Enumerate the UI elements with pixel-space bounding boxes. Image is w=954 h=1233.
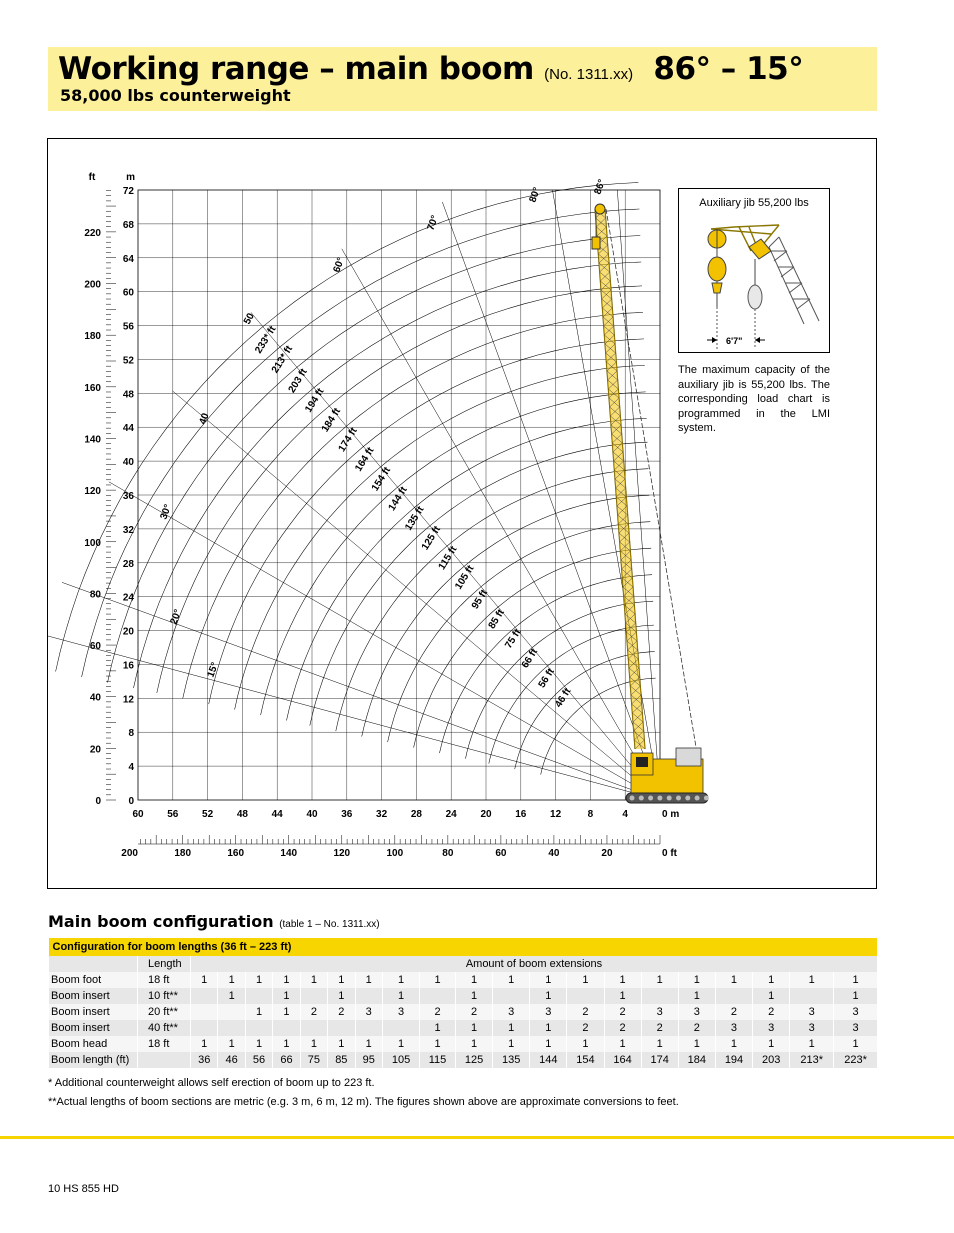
crawler-roller [630, 796, 635, 801]
config-cell [355, 988, 382, 1004]
config-cell [245, 1020, 272, 1036]
auxiliary-jib-illustration [679, 189, 829, 352]
config-cell: 1 [604, 988, 641, 1004]
config-cell: 66 [273, 1052, 300, 1068]
config-cell: 3 [382, 1004, 419, 1020]
config-cell: 1 [273, 988, 300, 1004]
config-row [49, 972, 878, 988]
boom-length-label: 154 ft [369, 465, 394, 494]
config-row-length [138, 1052, 191, 1068]
footnote-counterweight: * Additional counterweight allows self erection of boom up to 223 ft. [48, 1077, 375, 1089]
title-main: Working range – main boom [58, 51, 534, 87]
config-cell [218, 1004, 245, 1020]
config-row-length: 20 ft** [138, 1004, 191, 1020]
y-tick-m: 8 [128, 728, 134, 740]
config-cell: 1 [455, 988, 492, 1004]
config-cell: 1 [420, 972, 456, 988]
config-cell: 1 [273, 1004, 300, 1020]
x-tick-m: 28 [410, 809, 422, 820]
config-cell [641, 988, 678, 1004]
config-row-length: 18 ft [138, 972, 191, 988]
x-tick-ft: 180 [174, 848, 192, 859]
config-row-name: Boom foot [49, 972, 138, 988]
x-tick-m: 36 [341, 809, 353, 820]
y-tick-ft: 20 [89, 744, 101, 756]
y-tick-ft: 80 [89, 589, 101, 601]
boom-length-label: 135 ft [403, 504, 427, 533]
y-tick-m: 36 [122, 491, 134, 502]
y-tick-m: 64 [122, 253, 134, 265]
config-cell: 184 [678, 1052, 715, 1068]
x-tick-ft: 20 [601, 848, 613, 859]
config-cell: 1 [273, 1036, 300, 1052]
y-tick-m: 40 [122, 457, 134, 469]
y-tick-m: 28 [122, 558, 134, 570]
x-tick-m: 52 [202, 809, 214, 820]
config-cell: 1 [455, 972, 492, 988]
config-cell: 46 [218, 1052, 245, 1068]
config-cell: 1 [455, 1036, 492, 1052]
config-cell: 135 [493, 1052, 530, 1068]
x-tick-m: 16 [515, 809, 527, 820]
config-cell: 1 [245, 1036, 272, 1052]
y-tick-ft: 140 [84, 434, 101, 446]
crawler-roller [648, 796, 653, 801]
config-cell: 1 [328, 1036, 355, 1052]
config-cell [493, 988, 530, 1004]
x-tick-m: 12 [550, 809, 562, 820]
config-cell: 2 [753, 1004, 790, 1020]
config-row [49, 1052, 878, 1068]
config-cell: 1 [328, 988, 355, 1004]
counterweight [676, 748, 701, 766]
config-row [49, 1036, 878, 1052]
config-row [49, 1004, 878, 1020]
config-cell: 1 [355, 972, 382, 988]
x-tick-m: 24 [445, 809, 457, 820]
config-cell [790, 988, 834, 1004]
config-cell: 2 [715, 1004, 752, 1020]
config-cell: 1 [678, 988, 715, 1004]
config-row-name: Boom length (ft) [49, 1052, 138, 1068]
config-length-header: Length [138, 956, 191, 972]
y-tick-ft: 0 [95, 796, 101, 807]
x-tick-ft: 160 [227, 848, 245, 859]
boom-length-label: 125 ft [419, 524, 444, 553]
config-cell: 95 [355, 1052, 382, 1068]
y-tick-m: 44 [122, 423, 134, 435]
y-tick-ft: 200 [84, 279, 101, 291]
config-cell: 3 [493, 1004, 530, 1020]
boom-length-label: 115 ft [436, 544, 460, 572]
y-tick-ft: 220 [84, 227, 101, 239]
y-tick-ft: 180 [84, 331, 101, 343]
config-cell [245, 988, 272, 1004]
x-unit-m: 0 m [662, 809, 680, 820]
config-cell: 2 [567, 1020, 604, 1036]
config-cell: 3 [790, 1004, 834, 1020]
config-ref: (table 1 – No. 1311.xx) [279, 919, 380, 930]
config-cell: 1 [273, 972, 300, 988]
config-cell: 2 [455, 1004, 492, 1020]
config-cell: 1 [834, 972, 877, 988]
boom-length-label: 75 ft [503, 627, 524, 651]
x-tick-m: 4 [622, 809, 628, 820]
config-cell: 1 [218, 972, 245, 988]
config-cell: 2 [300, 1004, 327, 1020]
y-unit-ft: ft [88, 172, 96, 183]
config-cell: 223* [834, 1052, 877, 1068]
y-tick-m: 52 [122, 355, 134, 367]
angle-line [48, 635, 660, 800]
config-cell: 36 [191, 1052, 218, 1068]
page-title [58, 51, 803, 87]
config-cell: 194 [715, 1052, 752, 1068]
config-row-name: Boom insert [49, 1020, 138, 1036]
config-cell: 2 [567, 1004, 604, 1020]
config-cell: 1 [604, 972, 641, 988]
config-cell [328, 1020, 355, 1036]
config-cell [191, 1020, 218, 1036]
config-cell: 3 [834, 1020, 877, 1036]
config-cell: 75 [300, 1052, 327, 1068]
config-blank-header [49, 956, 138, 972]
config-cell: 125 [455, 1052, 492, 1068]
config-cell: 1 [567, 1036, 604, 1052]
x-tick-ft: 200 [121, 848, 138, 859]
y-tick-m: 32 [122, 524, 134, 536]
angle-line [109, 482, 660, 800]
angle-label: 20° [168, 608, 184, 627]
config-cell: 3 [355, 1004, 382, 1020]
config-section-title [48, 912, 380, 931]
config-cell: 213* [790, 1052, 834, 1068]
boom-length-label: 203 ft [286, 366, 310, 395]
config-cell: 105 [382, 1052, 419, 1068]
boom-configuration-table [48, 938, 877, 1068]
y-tick-m: 24 [122, 592, 134, 604]
angle-label: 30° [158, 503, 174, 522]
config-cell: 1 [355, 1036, 382, 1052]
crawler-roller [685, 796, 690, 801]
x-tick-m: 60 [132, 809, 144, 820]
config-cell: 1 [382, 1036, 419, 1052]
config-cell: 1 [678, 1036, 715, 1052]
config-cell [382, 1020, 419, 1036]
config-row-name: Boom insert [49, 988, 138, 1004]
angle-label: 40 [197, 411, 212, 427]
config-cell: 1 [328, 972, 355, 988]
config-table-title: Configuration for boom lengths (36 ft – 223 ft) [49, 938, 878, 956]
config-title: Main boom configuration [48, 912, 274, 931]
config-cell: 1 [530, 1036, 567, 1052]
jib-note: The maximum capacity of the auxiliary jib is 55,200 lbs. The corresponding load chart is programmed in the LMI system. [678, 364, 830, 435]
config-cell: 1 [382, 988, 419, 1004]
config-cell: 1 [641, 1036, 678, 1052]
crawler-roller [676, 796, 681, 801]
config-cell: 1 [455, 1020, 492, 1036]
config-row-length: 18 ft [138, 1036, 191, 1052]
y-tick-m: 68 [122, 219, 134, 231]
config-cell: 1 [493, 1036, 530, 1052]
angle-label: 15° [205, 661, 221, 680]
config-cell: 1 [715, 1036, 752, 1052]
y-tick-m: 48 [122, 389, 134, 401]
config-cell: 1 [790, 972, 834, 988]
x-tick-ft: 80 [442, 848, 454, 859]
x-tick-ft: 60 [495, 848, 507, 859]
x-unit-ft: 0 ft [662, 848, 677, 859]
crawler-roller [704, 796, 709, 801]
config-cell: 1 [530, 1020, 567, 1036]
config-amount-header: Amount of boom extensions [191, 956, 878, 972]
config-cell: 1 [678, 972, 715, 988]
y-tick-ft: 100 [84, 537, 101, 549]
config-cell: 1 [191, 1036, 218, 1052]
config-cell: 56 [245, 1052, 272, 1068]
config-row-length: 40 ft** [138, 1020, 191, 1036]
config-cell: 1 [567, 972, 604, 988]
title-angle: 86° – 15° [653, 51, 804, 87]
boom-head-sheave [595, 204, 605, 214]
config-cell: 3 [641, 1004, 678, 1020]
y-tick-ft: 60 [89, 641, 101, 653]
config-row [49, 1020, 878, 1036]
angle-label: 80° [527, 186, 543, 205]
footer-rule [0, 1136, 954, 1139]
config-cell [420, 988, 456, 1004]
config-cell: 203 [753, 1052, 790, 1068]
jib-caption: Auxiliary jib 55,200 lbs [699, 197, 809, 209]
config-cell [300, 1020, 327, 1036]
config-row-name: Boom head [49, 1036, 138, 1052]
config-cell: 1 [300, 1036, 327, 1052]
config-cell: 1 [753, 972, 790, 988]
config-row [49, 988, 878, 1004]
config-cell: 1 [834, 1036, 877, 1052]
config-cell: 144 [530, 1052, 567, 1068]
config-cell: 1 [191, 972, 218, 988]
config-cell: 164 [604, 1052, 641, 1068]
config-cell: 1 [218, 1036, 245, 1052]
auxiliary-jib-box [678, 188, 830, 353]
config-cell: 154 [567, 1052, 604, 1068]
config-cell: 1 [245, 1004, 272, 1020]
page-footer: 10 HS 855 HD [48, 1183, 119, 1195]
x-tick-m: 48 [236, 809, 248, 820]
config-cell: 3 [678, 1004, 715, 1020]
boom-length-label: 105 ft [453, 563, 477, 592]
y-tick-m: 60 [122, 287, 134, 299]
boom-length-label: 164 ft [353, 445, 377, 474]
config-cell: 3 [715, 1020, 752, 1036]
config-cell: 1 [790, 1036, 834, 1052]
title-banner [48, 47, 877, 111]
config-cell: 1 [382, 972, 419, 988]
boom-length-label: 213* ft [269, 343, 296, 376]
x-tick-ft: 140 [280, 848, 298, 859]
y-unit-m: m [126, 172, 135, 183]
boom-length-label: 233* ft [253, 324, 279, 356]
config-cell: 1 [493, 972, 530, 988]
config-cell: 2 [604, 1020, 641, 1036]
config-cell: 2 [641, 1020, 678, 1036]
config-cell: 1 [218, 988, 245, 1004]
hook-block [592, 237, 600, 249]
page-subtitle: 58,000 lbs counterweight [60, 86, 291, 105]
y-tick-ft: 40 [89, 692, 101, 704]
boom-length-label: 85 ft [486, 607, 507, 631]
config-cell [273, 1020, 300, 1036]
boom-length-label: 194 ft [303, 386, 327, 415]
config-cell: 1 [753, 988, 790, 1004]
crane-cab-window [636, 757, 648, 767]
config-cell: 1 [604, 1036, 641, 1052]
config-cell: 2 [328, 1004, 355, 1020]
config-cell [300, 988, 327, 1004]
config-cell: 2 [420, 1004, 456, 1020]
x-tick-ft: 120 [333, 848, 351, 859]
config-cell: 1 [300, 972, 327, 988]
config-cell: 1 [420, 1020, 456, 1036]
config-cell: 1 [420, 1036, 456, 1052]
y-tick-ft: 120 [84, 486, 101, 498]
config-cell: 1 [715, 972, 752, 988]
crawler-roller [695, 796, 700, 801]
config-row-name: Boom insert [49, 1004, 138, 1020]
boom-length-label: 144 ft [386, 484, 410, 513]
config-cell [218, 1020, 245, 1036]
x-tick-m: 20 [480, 809, 492, 820]
y-tick-ft: 160 [84, 382, 101, 394]
boom-length-label: 184 ft [319, 406, 344, 435]
y-tick-m: 16 [122, 660, 134, 672]
x-tick-ft: 100 [386, 848, 404, 859]
x-tick-m: 40 [306, 809, 318, 820]
config-cell: 174 [641, 1052, 678, 1068]
config-cell: 1 [641, 972, 678, 988]
config-cell: 1 [245, 972, 272, 988]
config-cell: 115 [420, 1052, 456, 1068]
config-cell: 3 [753, 1020, 790, 1036]
boom-length-label: 56 ft [536, 666, 557, 690]
y-tick-m: 56 [122, 321, 134, 333]
angle-label: 70° [425, 214, 441, 233]
footnote-metric: **Actual lengths of boom sections are metric (e.g. 3 m, 6 m, 12 m). The figures shown above are approximate conversions to feet. [48, 1096, 679, 1108]
config-cell [191, 1004, 218, 1020]
x-tick-m: 32 [376, 809, 388, 820]
config-cell: 3 [834, 1004, 877, 1020]
x-tick-m: 44 [271, 809, 283, 820]
crawler-roller [657, 796, 662, 801]
config-cell [715, 988, 752, 1004]
config-cell: 3 [790, 1020, 834, 1036]
config-cell: 1 [834, 988, 877, 1004]
outer-arc-label: 50 [241, 311, 257, 327]
config-cell: 1 [753, 1036, 790, 1052]
crawler-roller [667, 796, 672, 801]
title-model: (No. 1311.xx) [544, 66, 634, 83]
config-cell [355, 1020, 382, 1036]
config-cell [191, 988, 218, 1004]
y-tick-m: 0 [128, 796, 134, 807]
x-tick-m: 8 [587, 809, 594, 820]
config-cell: 2 [678, 1020, 715, 1036]
config-cell [567, 988, 604, 1004]
config-cell: 1 [493, 1020, 530, 1036]
y-tick-m: 4 [128, 762, 134, 774]
boom-length-label: 95 ft [469, 587, 491, 612]
config-cell: 3 [530, 1004, 567, 1020]
jib-dimension-label: 6'7" [726, 336, 743, 346]
boom-length-label: 174 ft [336, 425, 360, 454]
boom-length-label: 66 ft [519, 646, 541, 671]
config-cell: 85 [328, 1052, 355, 1068]
config-row-length: 10 ft** [138, 988, 191, 1004]
boom-length-label: 46 ft [553, 686, 574, 710]
x-tick-m: 56 [167, 809, 179, 820]
angle-label: 60° [331, 256, 347, 275]
angle-label: 86° [592, 178, 608, 197]
crawler-roller [639, 796, 644, 801]
config-cell: 1 [530, 988, 567, 1004]
config-cell: 1 [530, 972, 567, 988]
y-tick-m: 12 [122, 694, 134, 706]
config-cell: 2 [604, 1004, 641, 1020]
y-tick-m: 72 [122, 186, 134, 197]
x-tick-ft: 40 [548, 848, 560, 859]
y-tick-m: 20 [122, 626, 134, 638]
